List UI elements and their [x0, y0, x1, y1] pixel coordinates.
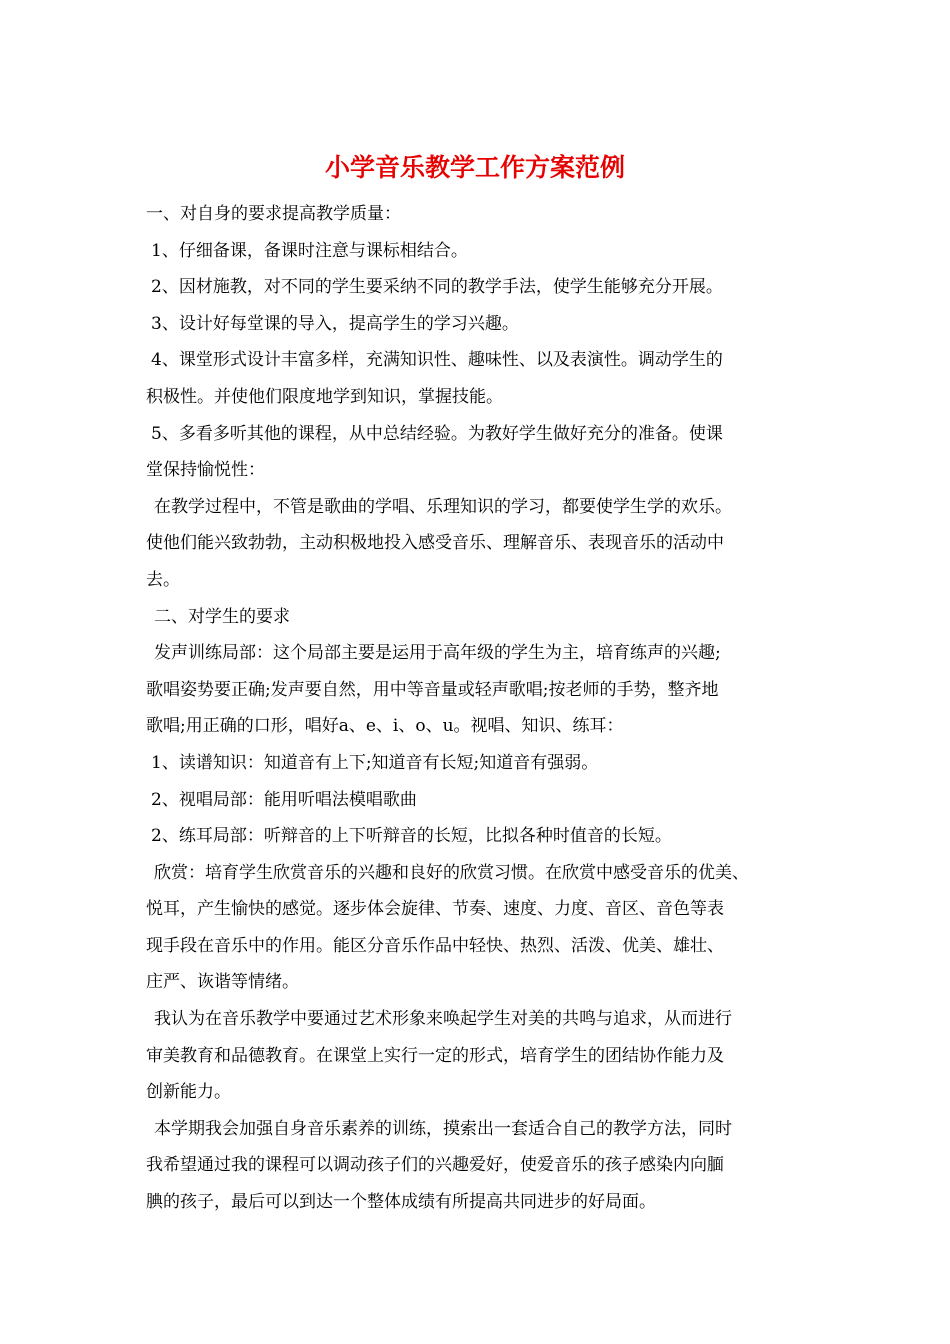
- text-line: 1、仔细备课，备课时注意与课标相结合。: [151, 240, 468, 261]
- text-line: 审美教育和品德教育。在课堂上实行一定的形式，培育学生的团结协作能力及: [146, 1045, 724, 1066]
- text-line: 2、练耳局部：听辩音的上下听辩音的长短，比拟各种时值音的长短。: [151, 826, 672, 847]
- text-line: 一、对自身的要求提高教学质量：: [146, 204, 401, 224]
- text-line: 悦耳，产生愉快的感觉。逐步体会旋律、节奏、速度、力度、音区、音色等表: [146, 899, 724, 920]
- text-line: 2、因材施教，对不同的学生要采纳不同的教学手法，使学生能够充分开展。: [151, 277, 723, 298]
- text-line: 4、课堂形式设计丰富多样，充满知识性、趣味性、以及表演性。调动学生的: [151, 350, 723, 371]
- text-line: 3、设计好每堂课的导入，提高学生的学习兴趣。: [151, 313, 519, 334]
- text-line: 使他们能兴致勃勃，主动积极地投入感受音乐、理解音乐、表现音乐的活动中: [146, 533, 724, 554]
- text-line: 去。: [146, 569, 180, 590]
- text-line: 二、对学生的要求: [154, 606, 290, 627]
- text-line: 积极性。并使他们限度地学到知识，掌握技能。: [146, 386, 503, 407]
- text-line: 本学期我会加强自身音乐素养的训练，摸索出一套适合自己的教学方法，同时: [154, 1118, 732, 1139]
- text-line: 5、多看多听其他的课程，从中总结经验。为教好学生做好充分的准备。使课: [151, 423, 723, 444]
- text-line: 在教学过程中，不管是歌曲的学唱、乐理知识的学习，都要使学生学的欢乐。: [154, 496, 732, 517]
- text-line: 创新能力。: [146, 1082, 231, 1103]
- text-line: 我希望通过我的课程可以调动孩子们的兴趣爱好，使爱音乐的孩子感染内向腼: [146, 1155, 724, 1176]
- text-line: 庄严、诙谐等情绪。: [146, 972, 299, 993]
- text-line: 歌唱;用正确的口形，唱好a、e、i、o、u。视唱、知识、练耳：: [146, 716, 624, 737]
- document-title: 小学音乐教学工作方案范例: [324, 153, 625, 182]
- text-line: 2、视唱局部：能用听唱法模唱歌曲: [151, 789, 417, 810]
- text-line: 发声训练局部：这个局部主要是运用于高年级的学生为主，培育练声的兴趣;: [154, 643, 721, 664]
- text-line: 1、读谱知识：知道音有上下;知道音有长短;知道音有强弱。: [151, 752, 599, 773]
- text-line: 腆的孩子，最后可以到达一个整体成绩有所提高共同进步的好局面。: [146, 1192, 656, 1213]
- text-line: 歌唱姿势要正确;发声要自然，用中等音量或轻声歌唱;按老师的手势，整齐地: [146, 679, 719, 700]
- text-line: 欣赏：培育学生欣赏音乐的兴趣和良好的欣赏习惯。在欣赏中感受音乐的优美、: [154, 862, 749, 883]
- text-line: 现手段在音乐中的作用。能区分音乐作品中轻快、热烈、活泼、优美、雄壮、: [146, 935, 724, 956]
- text-line: 堂保持愉悦性：: [146, 460, 265, 481]
- document-body: [146, 196, 822, 1221]
- text-line: 我认为在音乐教学中要通过艺术形象来唤起学生对美的共鸣与追求，从而进行: [154, 1009, 732, 1030]
